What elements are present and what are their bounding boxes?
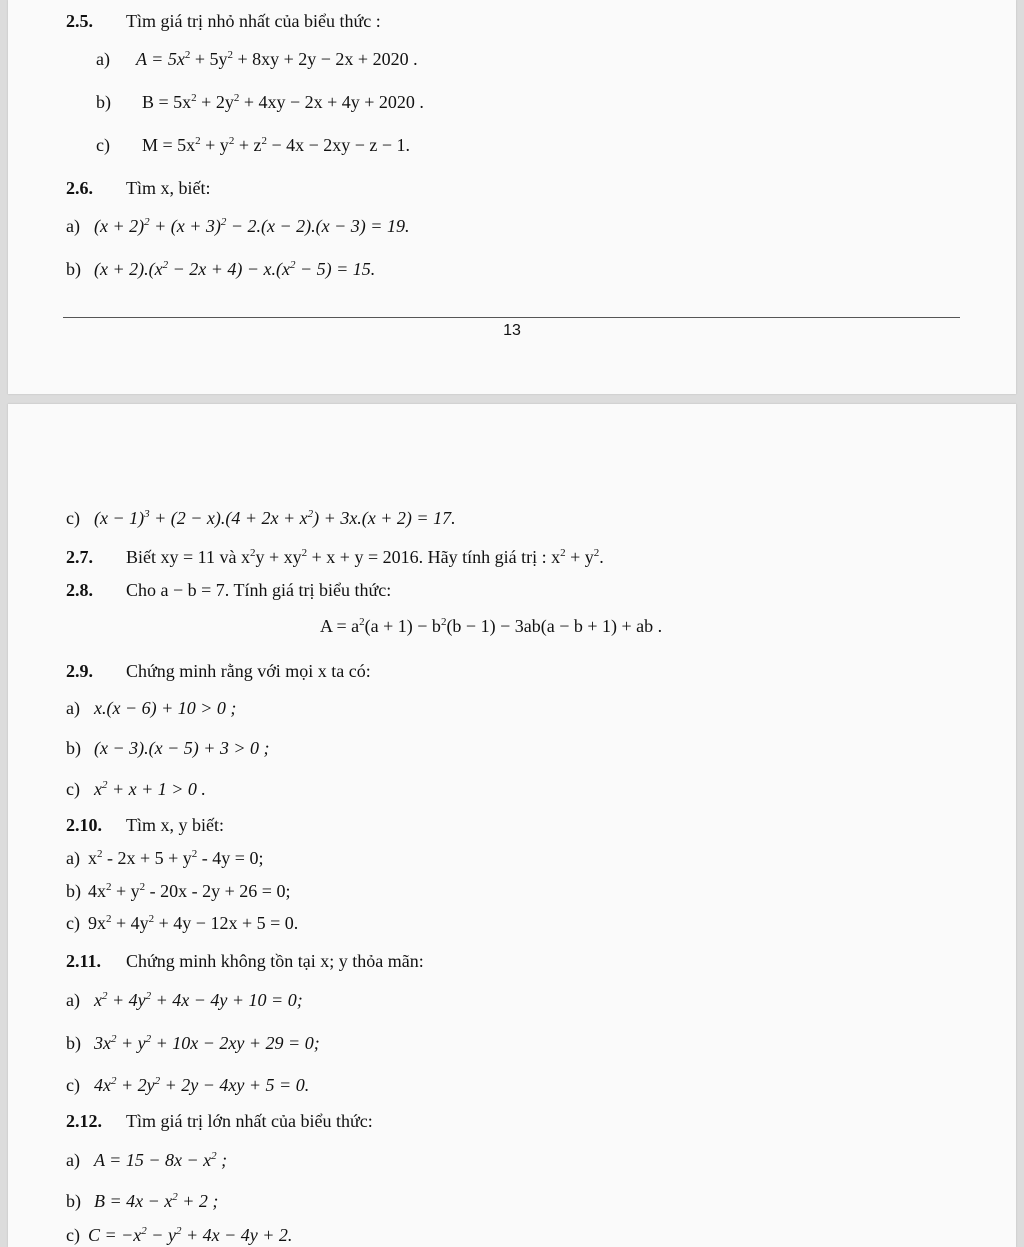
- expr-part: − y: [146, 1225, 176, 1245]
- page-13: [8, 0, 1016, 394]
- exponent: 2: [184, 49, 191, 61]
- page-number: 13: [503, 322, 521, 339]
- item-label: b): [66, 881, 81, 901]
- problem-2-6-b: [66, 258, 375, 280]
- expr-part: A = 15 − 8x − x: [94, 1150, 212, 1170]
- exponent: 2: [227, 49, 233, 61]
- expr-part: A = 5x: [136, 49, 185, 69]
- exponent: 2: [301, 547, 308, 559]
- expr-part: + 5y: [190, 49, 228, 69]
- item-label: c): [66, 913, 80, 933]
- problem-2-5-c: [96, 134, 410, 156]
- problem-2-10-heading: [66, 814, 224, 836]
- expr-part: + 4x − 4y + 10 = 0;: [151, 990, 303, 1010]
- exponent: 2: [290, 259, 296, 271]
- expr-part: (x − 1): [94, 508, 145, 528]
- expr-part: + 4y: [111, 913, 149, 933]
- expr-part: (b − 1) − 3ab(a − b + 1) + ab .: [446, 616, 663, 636]
- problem-2-8-formula: [320, 615, 662, 637]
- item-label: a): [66, 1150, 80, 1170]
- problem-2-10-b: [66, 880, 290, 902]
- problem-number: 2.10.: [66, 815, 102, 835]
- expr-part: + 2y: [196, 92, 234, 112]
- expr-part: (x + 2): [94, 216, 145, 236]
- problem-2-10-c: [66, 912, 298, 934]
- exponent: 2: [172, 1191, 178, 1203]
- expr-part: + 4y: [107, 990, 146, 1010]
- exponent: 2: [440, 616, 447, 628]
- expr-part: - 4y = 0;: [197, 848, 264, 868]
- exponent: 2: [211, 1150, 217, 1162]
- expr-part: ;: [216, 1150, 228, 1170]
- exponent: 2: [154, 1075, 161, 1087]
- item-label: b): [66, 1033, 81, 1053]
- expr-part: x: [88, 848, 97, 868]
- problem-2-11-heading: [66, 950, 424, 972]
- item-label: c): [66, 779, 80, 799]
- exponent: 2: [102, 990, 108, 1002]
- item-label: c): [66, 1075, 80, 1095]
- item-label: c): [66, 508, 80, 528]
- expr-part: + (2 − x).(4 + 2x + x: [149, 508, 308, 528]
- expr-part: (x − 3).(x − 5) + 3 > 0 ;: [94, 738, 270, 758]
- problem-2-9-c: [66, 778, 206, 800]
- exponent: 2: [307, 508, 314, 520]
- expr-part: + 2y − 4xy + 5 = 0.: [160, 1075, 310, 1095]
- problem-2-9-heading: [66, 660, 371, 682]
- item-label: a): [66, 698, 80, 718]
- problem-title: Chứng minh không tồn tại x; y thỏa mãn:: [126, 951, 424, 971]
- exponent: 2: [141, 1225, 147, 1237]
- problem-2-6-c: [66, 507, 456, 529]
- item-label: b): [66, 1191, 81, 1211]
- exponent: 2: [593, 547, 600, 559]
- text-part: + y: [565, 547, 594, 567]
- exponent: 2: [145, 1033, 152, 1045]
- problem-2-5-a: [96, 48, 418, 70]
- exponent: 2: [162, 259, 169, 271]
- exponent: 2: [560, 547, 566, 559]
- expr-part: 9x: [88, 913, 106, 933]
- expr-part: 3x: [94, 1033, 111, 1053]
- exponent: 2: [106, 881, 112, 893]
- expr-part: 4x: [94, 1075, 111, 1095]
- expr-part: x.(x − 6) + 10 > 0 ;: [94, 698, 237, 718]
- problem-title: Tìm giá trị nhỏ nhất của biểu thức :: [126, 11, 381, 31]
- exponent: 2: [195, 135, 201, 147]
- expr-part: + (x + 3): [149, 216, 221, 236]
- problem-number: 2.12.: [66, 1111, 102, 1131]
- exponent: 2: [111, 1033, 117, 1045]
- expr-part: − 2x + 4) − x.(x: [168, 259, 291, 279]
- problem-2-9-a: [66, 697, 236, 719]
- expr-part: B = 4x − x: [94, 1191, 173, 1211]
- problem-number: 2.9.: [66, 661, 93, 681]
- expr-part: + 4y − 12x + 5 = 0.: [154, 913, 299, 933]
- expr-part: ) + 3x.(x + 2) = 17.: [313, 508, 456, 528]
- footer-divider: [63, 317, 960, 318]
- problem-2-12-heading: [66, 1110, 373, 1132]
- expr-part: − 2.(x − 2).(x − 3) = 19.: [226, 216, 410, 236]
- problem-2-11-a: [66, 989, 303, 1011]
- text-part: y + xy: [255, 547, 302, 567]
- expr-part: + 2y: [116, 1075, 155, 1095]
- problem-number: 2.6.: [66, 178, 93, 198]
- expr-part: + y: [111, 881, 140, 901]
- exponent: 2: [102, 779, 108, 791]
- item-label: b): [96, 92, 111, 112]
- problem-title: Cho a − b = 7. Tính giá trị biểu thức:: [126, 580, 392, 600]
- expr-part: x: [94, 779, 102, 799]
- problem-2-12-c: [66, 1224, 292, 1246]
- expr-part: M = 5x: [142, 135, 196, 155]
- expr-part: + 10x − 2xy + 29 = 0;: [151, 1033, 320, 1053]
- exponent: 2: [144, 216, 150, 228]
- expr-part: B = 5x: [142, 92, 192, 112]
- expr-part: + 8xy + 2y − 2x + 2020 .: [232, 49, 418, 69]
- expr-part: − 4x − 2xy − z − 1.: [266, 135, 411, 155]
- expr-part: - 2x + 5 + y: [102, 848, 192, 868]
- problem-2-6-heading: [66, 177, 211, 199]
- expr-part: 4x: [88, 881, 106, 901]
- item-label: c): [66, 1225, 80, 1245]
- problem-2-9-b: [66, 737, 270, 759]
- problem-2-11-c: [66, 1074, 309, 1096]
- expr-part: + y: [116, 1033, 146, 1053]
- page-14: [8, 404, 1016, 1247]
- expr-part: + z: [234, 135, 262, 155]
- exponent: 2: [111, 1075, 117, 1087]
- exponent: 2: [228, 135, 235, 147]
- problem-number: 2.11.: [66, 951, 102, 971]
- exponent: 2: [97, 848, 103, 860]
- problem-2-8-heading: [66, 579, 391, 601]
- item-label: a): [66, 848, 80, 868]
- expr-part: (x + 2).(x: [94, 259, 163, 279]
- exponent: 2: [148, 913, 155, 925]
- text-part: + x + y = 2016. Hãy tính giá trị : x: [307, 547, 561, 567]
- problem-title: Chứng minh rằng với mọi x ta có:: [126, 661, 371, 681]
- expr-part: + 4xy − 2x + 4y + 2020 .: [239, 92, 424, 112]
- exponent: 2: [191, 92, 197, 104]
- expr-part: - 20x - 2y + 26 = 0;: [145, 881, 291, 901]
- exponent: 2: [139, 881, 146, 893]
- exponent: 2: [106, 913, 112, 925]
- expr-part: − 5) = 15.: [295, 259, 376, 279]
- exponent: 2: [249, 547, 256, 559]
- expr-part: (a + 1) − b: [364, 616, 441, 636]
- text-part: .: [599, 547, 604, 567]
- problem-title: Tìm x, biết:: [126, 178, 211, 198]
- item-label: a): [96, 49, 110, 69]
- problem-title: Tìm giá trị lớn nhất của biểu thức:: [126, 1111, 373, 1131]
- expr-part: + 4x − 4y + 2.: [181, 1225, 293, 1245]
- problem-2-10-a: [66, 847, 263, 869]
- problem-number: 2.7.: [66, 547, 93, 567]
- item-label: b): [66, 738, 81, 758]
- exponent: 2: [233, 92, 240, 104]
- problem-number: 2.8.: [66, 580, 93, 600]
- exponent: 2: [145, 990, 152, 1002]
- exponent: 3: [144, 508, 150, 520]
- problem-2-12-b: [66, 1190, 218, 1212]
- expr-part: + x + 1 > 0 .: [107, 779, 206, 799]
- problem-2-5-b: [96, 91, 424, 113]
- item-label: a): [66, 216, 80, 236]
- expr-part: C = −x: [88, 1225, 142, 1245]
- expr-part: x: [94, 990, 102, 1010]
- expr-part: + y: [200, 135, 229, 155]
- item-label: c): [96, 135, 110, 155]
- item-label: b): [66, 259, 81, 279]
- exponent: 2: [191, 848, 198, 860]
- exponent: 2: [359, 616, 365, 628]
- problem-2-12-a: [66, 1149, 227, 1171]
- problem-2-6-a: [66, 215, 409, 237]
- expr-part: + 2 ;: [177, 1191, 219, 1211]
- problem-2-11-b: [66, 1032, 320, 1054]
- exponent: 2: [220, 216, 227, 228]
- problem-number: 2.5.: [66, 11, 93, 31]
- exponent: 2: [175, 1225, 182, 1237]
- exponent: 2: [261, 135, 267, 147]
- problem-2-5-heading: [66, 10, 381, 32]
- text-part: Biết xy = 11 và x: [126, 547, 250, 567]
- expr-part: A = a: [320, 616, 360, 636]
- problem-2-7: [66, 546, 604, 568]
- item-label: a): [66, 990, 80, 1010]
- problem-title: Tìm x, y biết:: [126, 815, 224, 835]
